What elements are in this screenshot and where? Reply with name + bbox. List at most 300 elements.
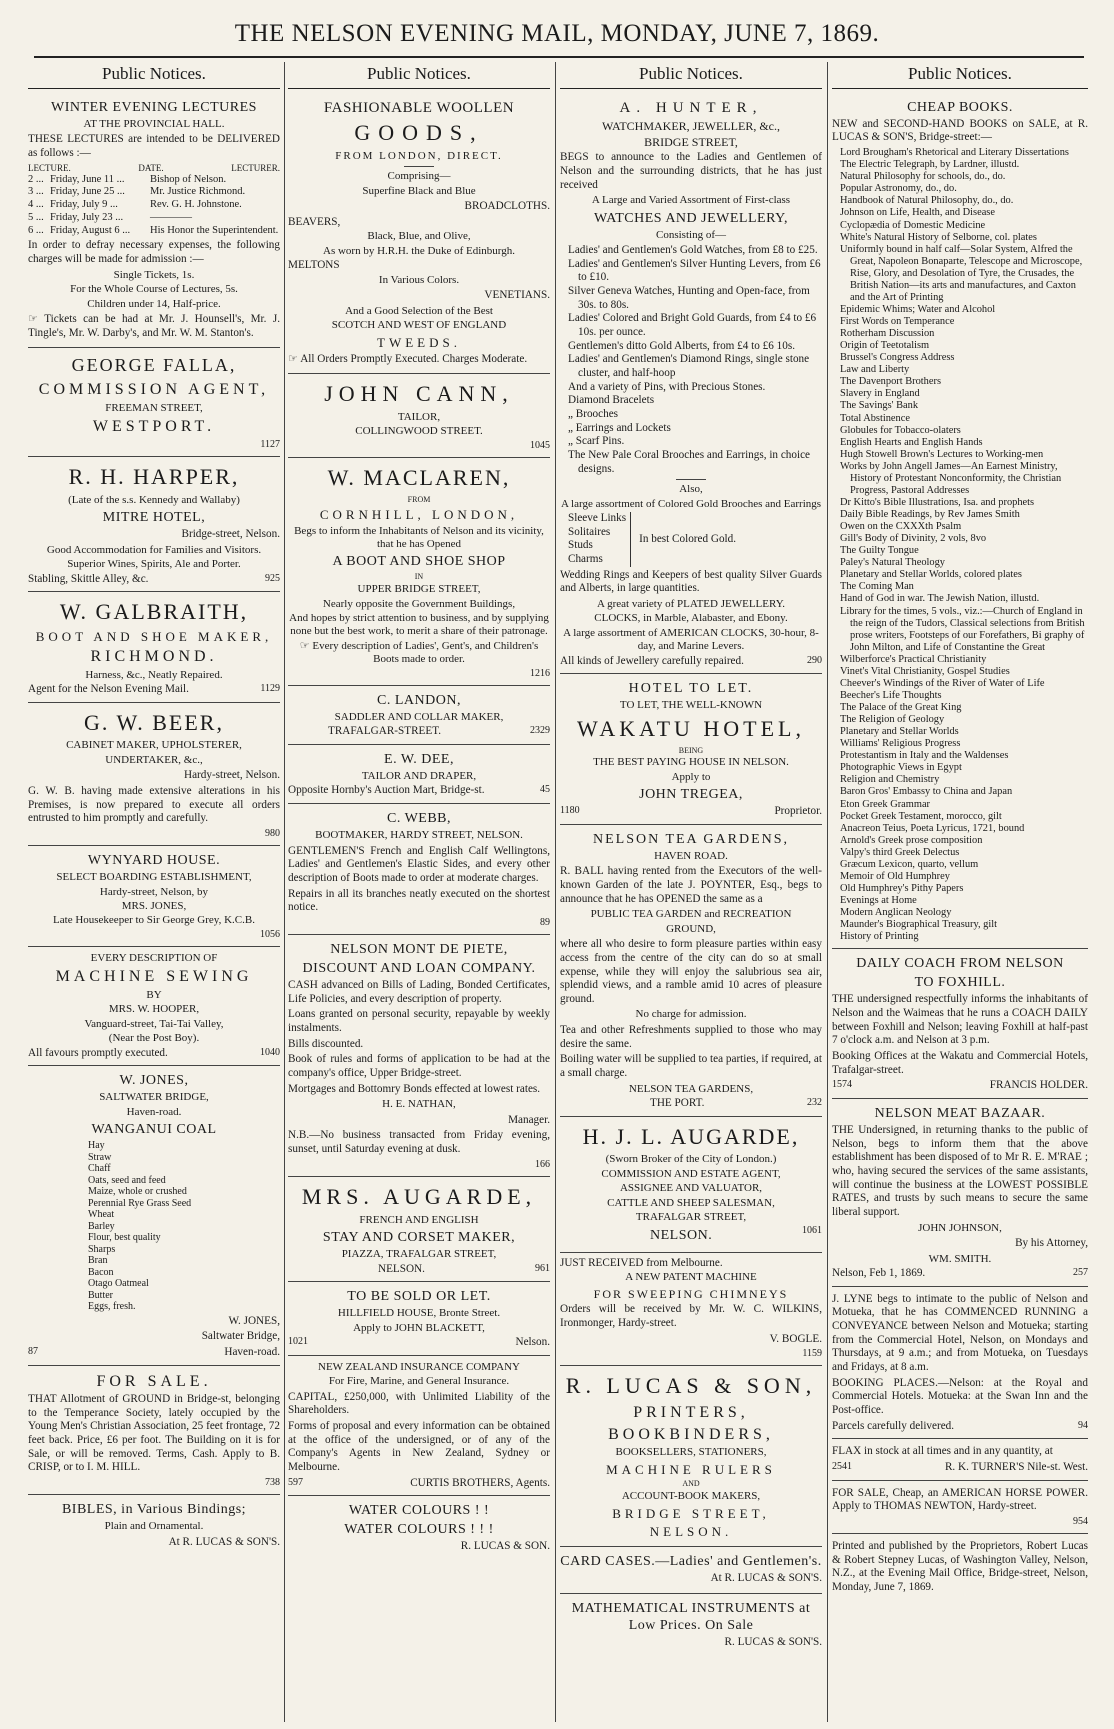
ad-signature: Haven-road.: [224, 1345, 280, 1358]
ad-footer: [832, 1420, 1088, 1434]
ad-line: MRS. JONES,: [121, 899, 187, 912]
ad-for-sale: [28, 1366, 280, 1496]
ad-signature: V. BOGLE.: [769, 1332, 822, 1345]
list-item: Cheever's Windings of the River of Water of Life: [840, 677, 1045, 689]
book-list: [840, 147, 1088, 943]
list-item: Straw: [88, 1151, 112, 1163]
ad-line: FROM: [407, 494, 431, 504]
list-item: The Guilty Tongue: [840, 545, 919, 557]
ad-signature: JOHN JOHNSON,: [918, 1221, 1002, 1234]
ad-title: NELSON MONT DE PIETE,: [330, 942, 508, 958]
divider: [676, 479, 706, 480]
ad-text: BOOKING PLACES.—Nelson: at the Royal and Commercial Hotels. Motueka: at the Swan Inn and the Post-office.: [832, 1376, 1088, 1417]
ad-line: Agent for the Nelson Evening Mail.: [28, 682, 189, 695]
ad-title: NEW ZEALAND INSURANCE COMPANY: [318, 1360, 520, 1373]
ad-footer: [288, 1336, 550, 1350]
ad-line: R. LUCAS & SON'S.: [724, 1636, 822, 1649]
imprint: [832, 1534, 1088, 1602]
ad-date: Nelson, Feb 1, 1869.: [832, 1267, 926, 1280]
ad-title: HOTEL TO LET.: [628, 681, 754, 697]
ad-number: 925: [265, 572, 280, 584]
ad-line: As worn by H.R.H. the Duke of Edinburgh.: [323, 244, 515, 257]
ad-line: R. LUCAS & SON.: [460, 1540, 550, 1553]
imprint-text: Printed and published by the Proprietors, Robert Lucas & Robert Stepney Lucas, of Washington Valley, Nelson, N.Z., at the Evening Mail Office, Bridge-street, Nelson, Monday, June 7, 1869.: [832, 1540, 1088, 1594]
list-item: Maunder's Biographical Treasury, gilt: [840, 919, 998, 931]
ad-number: 1061: [802, 1225, 822, 1237]
ad-footer: [560, 1225, 822, 1246]
ad-number: 45: [540, 784, 550, 796]
list-item: Hay: [88, 1140, 105, 1152]
ad-line: NELSON.: [378, 1262, 425, 1275]
ad-line: Plain and Ornamental.: [104, 1520, 204, 1533]
ad-line: All favours promptly executed.: [28, 1046, 168, 1059]
column-header: Public Notices.: [28, 62, 280, 89]
ad-lectures: [28, 93, 280, 349]
ad-harper: [28, 457, 280, 592]
ad-text: Bills discounted.: [288, 1037, 364, 1050]
list-item: Græcum Lexicon, quarto, vellum: [840, 858, 979, 870]
ad-title: NELSON TEA GARDENS,: [592, 831, 790, 847]
list-item: English Hearts and English Hands: [840, 436, 983, 448]
ad-number: 87: [28, 1345, 38, 1357]
list-item: Brussel's Congress Address: [840, 352, 955, 364]
table-cell: 4 ...: [28, 199, 44, 211]
ad-signature: NELSON TEA GARDENS,: [628, 1082, 754, 1095]
ad-line: (Near the Post Boy).: [108, 1032, 200, 1045]
ad-line: Begs to inform the Inhabitants of Nelson and its vicinity, that he has Opened: [294, 524, 544, 550]
ad-maclaren: [288, 458, 550, 686]
ad-text: R. BALL having rented from the Executors of the well-known Garden of the late J. POYNTER, Esq., begs to announce that he has OPENED the same as a: [560, 865, 822, 905]
ad-cheap-books: [832, 93, 1088, 950]
ad-line: JUST RECEIVED from Melbourne.: [560, 1256, 723, 1269]
ad-to-be-sold: [288, 1282, 550, 1356]
goods-list: [88, 1140, 280, 1313]
ad-role: WATCHMAKER, JEWELLER, &c.,: [602, 119, 780, 134]
column-divider: [555, 62, 556, 1722]
ad-line: BOOKBINDERS,: [608, 1425, 774, 1443]
list-item: Ladies' Colored and Bright Gold Guards, from £4 to £6 10s. per ounce.: [568, 312, 817, 339]
ad-line: Vanguard-street, Tai-Tai Valley,: [84, 1017, 224, 1030]
ad-line: For Fire, Marine, and General Insurance.: [328, 1375, 510, 1388]
ad-number: 1127: [260, 438, 280, 450]
list-item: Studs: [568, 539, 593, 552]
ad-line: Consisting of—: [656, 228, 726, 241]
ad-text: FLAX in stock at all times and in any quantity, at: [832, 1445, 1053, 1458]
list-item: Dr Kitto's Bible Illustrations, Isa. and prophets: [840, 496, 1035, 508]
list-item: Natural Philosophy for schools, do., do.: [840, 171, 1006, 183]
list-item: The Savings' Bank: [840, 400, 919, 412]
ad-text: THE Undersigned, in returning thanks to the public of Nelson, begs to inform them that the above establishment has been disposed of to Mr R. E. M'RAE ; who, having secured the services of the same assistants, will continue the business at the LOWEST POSSIBLE RATES, and trusts by such means to secure the same liberal support.: [832, 1124, 1088, 1219]
list-item: The Religion of Geology: [840, 714, 945, 726]
ad-signature: WM. SMITH.: [928, 1252, 992, 1265]
ad-text: NEW and SECOND-HAND BOOKS on SALE, at R. LUCAS & SON'S, Bridge-street:—: [832, 117, 1088, 144]
ad-signature: CURTIS BROTHERS, Agents.: [410, 1476, 550, 1489]
ad-line: A NEW PATENT MACHINE: [625, 1271, 757, 1284]
ad-number: 738: [265, 1477, 280, 1489]
ad-title: TO FOXHILL.: [914, 975, 1006, 991]
ad-town: WESTPORT.: [92, 418, 216, 436]
ad-line: A great variety of PLATED JEWELLERY.: [597, 598, 785, 611]
ad-text: Forms of proposal and every information can be obtained at the office of the undersigned, or of any of the Company's Agents in New Zealand, Sydney or Melbourne.: [288, 1420, 550, 1473]
ad-text: Repairs in all its branches neatly executed on the shortest notice.: [288, 887, 550, 914]
ad-role: TAILOR,: [397, 411, 441, 424]
ad-text: Wedding Rings and Keepers of best quality Silver Guards and Alberts, in large quantities.: [560, 568, 822, 595]
ad-role: TAILOR AND DRAPER,: [361, 770, 477, 782]
ad-line: TO LET, THE WELL-KNOWN: [619, 699, 763, 712]
list-item: Diamond Bracelets: [568, 394, 655, 407]
ad-text: GENTLEMEN'S French and English Calf Wellingtons, Ladies' and Gentlemen's Elastic Sides, and every other description of Boots made to order at moderate charges.: [288, 844, 550, 884]
ad-line: No charge for admission.: [635, 1008, 747, 1021]
ad-signature: R. K. TURNER'S Nile-st. West.: [944, 1461, 1088, 1474]
list-item: Ladies' and Gentlemen's Silver Hunting Levers, from £6 to £10.: [568, 257, 821, 284]
ad-chimney-sweeping: [560, 1253, 822, 1367]
ad-line: In Various Colors.: [378, 273, 460, 286]
ad-line: Children under 14, Half-price.: [87, 297, 221, 310]
ad-lucas-printers: [560, 1366, 822, 1547]
list-item: Origin of Teetotalism: [840, 340, 930, 352]
ad-line: CATTLE AND SHEEP SALESMAN,: [607, 1196, 775, 1209]
ad-line: SALTWATER BRIDGE,: [99, 1091, 209, 1104]
ad-role: BOOT AND SHOE MAKER,: [35, 629, 273, 645]
list-item: Cyclopædia of Domestic Medicine: [840, 219, 986, 231]
ad-title: MACHINE SEWING: [55, 968, 253, 986]
list-item: Anacreon Teius, Poeta Lyricus, 1721, bound: [840, 822, 1025, 834]
ad-line: A large assortment of Colored Gold Brooches and Earrings: [560, 497, 822, 510]
ad-line: VENETIANS.: [484, 289, 550, 302]
ad-title: GEORGE FALLA,: [71, 355, 237, 376]
list-item: Solitaires: [568, 525, 611, 538]
table-cell: Friday, June 25 ...: [50, 186, 125, 198]
ad-signature: FRANCIS HOLDER.: [989, 1079, 1088, 1092]
list-item: Planetary and Stellar Worlds, colored plates: [840, 569, 1022, 581]
ad-street: COLLINGWOOD STREET.: [355, 425, 483, 438]
ad-line: CORNHILL, LONDON,: [319, 506, 519, 522]
ad-footer: [288, 784, 550, 798]
list-item: Flour, best quality: [88, 1232, 161, 1244]
list-item: Eggs, fresh.: [88, 1301, 136, 1313]
list-item: Maize, whole or crushed: [88, 1186, 187, 1198]
ad-line: PUBLIC TEA GARDEN and RECREATION: [590, 908, 792, 921]
ad-footer: [560, 1097, 822, 1111]
list-item: Eton Greek Grammar: [840, 798, 931, 810]
ad-water-colours: [288, 1496, 550, 1561]
ad-line: Nelson.: [515, 1336, 550, 1349]
ad-line: HILLFIELD HOUSE, Bronte Street.: [337, 1307, 501, 1320]
ad-text: Mortgages and Bottomry Bonds effected at lowest rates.: [288, 1082, 541, 1095]
ad-title: W. GALBRAITH,: [59, 599, 249, 625]
ad-lyne-conveyance: [832, 1287, 1088, 1440]
ad-line: Single Tickets, 1s.: [113, 268, 195, 281]
ad-number: 1129: [260, 682, 280, 694]
ad-line: SCOTCH AND WEST OF ENGLAND: [331, 319, 507, 332]
ad-number: 1040: [260, 1046, 280, 1058]
list-item: Williams' Religious Progress: [840, 738, 961, 750]
column-3: [560, 62, 822, 1722]
ad-number: 1180: [560, 805, 580, 817]
ad-text: Loans granted on personal security, repayable by weekly instalments.: [288, 1008, 550, 1035]
ad-line: SELECT BOARDING ESTABLISHMENT,: [56, 871, 252, 884]
list-item: Charms: [568, 553, 603, 566]
list-item: The Electric Telegraph, by Lardner, illustd.: [840, 159, 1020, 171]
ad-line: Apply to JOHN BLACKETT,: [353, 1321, 485, 1334]
ad-line: PIAZZA, TRAFALGAR STREET,: [341, 1248, 497, 1261]
gold-items: [560, 512, 822, 567]
ad-text: ☞ Tickets can be had at Mr. J. Hounsell's, Mr. J. Tingle's, Mr. W. Darby's, and Mr. W. M. Stanton's.: [28, 313, 280, 339]
ad-cann: [288, 374, 550, 458]
ad-line: FRENCH AND ENGLISH: [359, 1213, 479, 1226]
ad-line: EVERY DESCRIPTION OF: [90, 951, 218, 964]
ad-line: Also,: [679, 483, 703, 496]
ad-line: In best Colored Gold.: [639, 532, 737, 545]
ad-title: WATER COLOURS ! ! !: [344, 1522, 494, 1538]
ad-signature: By his Attorney,: [1015, 1237, 1088, 1250]
ad-title: C. WEBB,: [386, 811, 452, 827]
ad-wynyard: [28, 846, 280, 947]
ad-text: THESE LECTURES are intended to be DELIVERED as follows :—: [28, 133, 280, 159]
ad-line: BEING: [678, 745, 704, 755]
ad-line: At R. LUCAS & SON'S.: [710, 1572, 822, 1585]
ad-line: Good Accommodation for Families and Visitors.: [46, 543, 262, 556]
ad-role: BOOTMAKER, HARDY STREET, NELSON.: [315, 829, 523, 842]
ad-beer: [28, 703, 280, 846]
col-label: DATE.: [138, 162, 164, 173]
table-cell: Bishop of Nelson.: [150, 173, 227, 185]
ad-title: MATHEMATICAL INSTRUMENTS at Low Prices. On Sale: [571, 1601, 811, 1634]
ad-title: MRS. AUGARDE,: [301, 1183, 537, 1209]
ad-title: W. JONES,: [119, 1073, 189, 1089]
ad-line: And a Good Selection of the Best: [345, 304, 493, 317]
ad-footer: [288, 725, 550, 739]
ad-number: 1021: [288, 1336, 308, 1348]
ad-line: Late Housekeeper to Sir George Grey, K.C.B.: [53, 914, 255, 927]
ad-webb: [288, 804, 550, 935]
ad-line: And hopes by strict attention to business, and by supplying none but the best work, to merit a share of their patronage.: [289, 611, 549, 638]
ad-line: THE BEST PAYING HOUSE IN NELSON.: [593, 756, 789, 769]
ad-number: 2329: [530, 725, 550, 737]
list-item: Perennial Rye Grass Seed: [88, 1197, 192, 1209]
ad-number: 89: [540, 916, 550, 928]
list-item: Law and Liberty: [840, 364, 910, 376]
ad-signature: H. E. NATHAN,: [382, 1098, 456, 1111]
ad-line: Proprietor.: [774, 805, 822, 818]
ad-line: TRAFALGAR STREET,: [635, 1211, 747, 1224]
list-item: Photographic Views in Egypt: [840, 762, 962, 774]
ad-mont-de-piete: [288, 935, 550, 1177]
ad-street: Opposite Hornby's Auction Mart, Bridge-st.: [288, 784, 485, 797]
ad-title: A. HUNTER,: [619, 99, 763, 116]
ad-hotel: MITRE HOTEL,: [102, 510, 206, 526]
list-item: Ladies' and Gentlemen's Gold Watches, from £8 to £25.: [568, 244, 818, 257]
ad-title: DISCOUNT AND LOAN COMPANY.: [302, 961, 536, 977]
ad-number: 980: [265, 827, 280, 839]
ad-footer: [28, 1047, 280, 1061]
table-cell: Friday, June 11 ...: [50, 173, 125, 185]
list-item: Planetary and Stellar Worlds: [840, 726, 959, 738]
ad-line: BEAVERS,: [288, 215, 341, 228]
divider: [404, 166, 434, 167]
ad-number: 954: [1073, 1515, 1088, 1527]
table-cell: 6 ...: [28, 224, 44, 236]
ad-dee: [288, 745, 550, 804]
ad-line: NELSON.: [650, 1228, 713, 1244]
ad-landon: [288, 686, 550, 745]
ad-role: COMMISSION AGENT,: [38, 381, 270, 399]
ad-line: ACCOUNT-BOOK MAKERS,: [621, 1490, 761, 1503]
list-item: Rotherham Discussion: [840, 328, 935, 340]
ad-title: H. J. L. AUGARDE,: [582, 1123, 800, 1149]
ad-text: G. W. B. having made extensive alterations in his Premises, is now prepared to execute all orders entrusted to him promptly and carefully.: [28, 784, 280, 825]
ad-line: Apply to: [671, 770, 711, 783]
ad-title: DAILY COACH FROM NELSON: [856, 956, 1064, 972]
ad-card-cases: [560, 1547, 822, 1594]
ad-insurance: [288, 1356, 550, 1496]
ad-line: TWEEDS.: [377, 334, 461, 350]
list-item: „ Scarf Pins.: [568, 435, 625, 448]
ad-street: Hardy-street, Nelson.: [184, 769, 280, 782]
ad-street: BRIDGE STREET,: [644, 134, 738, 149]
ad-line: ☞ Every description of Ladies', Gent's, and Children's Boots made to order.: [299, 639, 539, 666]
ad-number: 597: [288, 1476, 303, 1488]
ad-street: TRAFALGAR-STREET.: [328, 725, 442, 738]
list-item: Oats, seed and feed: [88, 1174, 166, 1186]
list-item: Slavery in England: [840, 388, 920, 400]
list-item: Daily Bible Readings, by Rev James Smith: [840, 509, 1020, 520]
ad-galbraith: [28, 592, 280, 702]
ad-role: UNDERTAKER, &c.,: [105, 753, 203, 766]
ad-text: THE undersigned respectfully informs the inhabitants of Nelson and the Waimeas that he runs a COACH DAILY between Foxhill and Nelson; leaving Foxhill at half-past 7 o'clock a.m. and Nelson at 3 p.m.: [832, 993, 1088, 1047]
list-item: Owen on the CXXXth Psalm: [840, 521, 962, 533]
ad-footer: [560, 655, 822, 669]
ad-text: N.B.—No business transacted from Friday evening, sunset, until Saturday evening at dusk.: [288, 1129, 550, 1156]
table-cell: Rev. G. H. Johnstone.: [150, 199, 242, 211]
ad-line: FROM LONDON, DIRECT.: [335, 149, 503, 162]
ad-line: Stabling, Skittle Alley, &c.: [28, 572, 149, 585]
list-item: And a variety of Pins, with Precious Stones.: [568, 380, 766, 393]
ad-text: Book of rules and forms of application to be had at the company's office, Upper Bridge-street.: [288, 1053, 550, 1080]
ad-role: SADDLER AND COLLAR MAKER,: [334, 710, 504, 723]
ad-line: WATCHES AND JEWELLERY,: [594, 210, 788, 226]
ad-number: 1216: [530, 667, 550, 679]
ad-subtitle: HAVEN ROAD.: [654, 850, 728, 863]
list-item: Memoir of Old Humphrey: [840, 870, 950, 882]
ad-footer: [560, 805, 822, 819]
ad-line: (Late of the s.s. Kennedy and Wallaby): [68, 493, 240, 506]
ad-mathematical-instruments: [560, 1594, 822, 1657]
table-cell: 3 ...: [28, 186, 44, 198]
ad-line: All kinds of Jewellery carefully repaired.: [560, 654, 744, 667]
ad-line: BY: [146, 988, 162, 1001]
list-item: Valpy's third Greek Delectus: [840, 846, 960, 858]
list-item: Religion and Chemistry: [840, 774, 940, 786]
ad-title: WYNYARD HOUSE.: [87, 853, 221, 869]
top-rule: [34, 56, 1084, 58]
ad-subtitle: AT THE PROVINCIAL HALL.: [83, 117, 225, 130]
ad-flax: [832, 1439, 1088, 1480]
ad-number: 2541: [832, 1461, 852, 1473]
ad-number: 1056: [260, 928, 280, 940]
ad-text: FOR SALE, Cheap, an AMERICAN HORSE POWER. Apply to THOMAS NEWTON, Hardy-street.: [832, 1486, 1088, 1513]
ad-title: TO BE SOLD OR LET.: [347, 1289, 491, 1305]
list-item: Bacon: [88, 1266, 114, 1278]
ad-bibles: [28, 1495, 280, 1556]
column-header: Public Notices.: [288, 62, 550, 89]
ad-falla: [28, 348, 280, 457]
ad-title: GOODS,: [354, 120, 484, 146]
ad-subtitle: WANGANUI COAL: [91, 1122, 217, 1138]
masthead: THE NELSON EVENING MAIL, MONDAY, JUNE 7, 1869.: [234, 20, 880, 47]
ad-title: NELSON MEAT BAZAAR.: [874, 1106, 1046, 1121]
col-label: LECTURER.: [231, 162, 280, 173]
ad-line: BROADCLOTHS.: [464, 200, 550, 213]
ad-daily-coach: [832, 949, 1088, 1099]
watch-list: [568, 244, 822, 476]
ad-footer: [28, 683, 280, 697]
ad-line: At R. LUCAS & SON'S.: [168, 1535, 280, 1548]
ad-text: Orders will be received by Mr. W. C. WILKINS, Ironmonger, Hardy-street.: [560, 1303, 822, 1329]
ad-line: CLOCKS, in Marble, Alabaster, and Ebony.: [594, 612, 788, 625]
ad-line: PRINTERS,: [633, 1404, 749, 1422]
ad-line: Nearly opposite the Government Buildings,: [322, 597, 516, 610]
list-item: Evenings at Home: [840, 895, 917, 906]
ad-line: Parcels carefully delivered.: [832, 1419, 955, 1432]
ad-hooper: [28, 947, 280, 1066]
ad-hjl-augarde: [560, 1117, 822, 1253]
table-cell: Friday, August 6 ...: [50, 224, 131, 236]
ad-line: Superior Wines, Spirits, Ale and Porter.: [67, 558, 241, 571]
list-item: White's Natural History of Selborne, col. plates: [840, 231, 1037, 243]
ad-line: Comprising—: [387, 170, 451, 183]
ad-line: Haven-road.: [126, 1105, 182, 1118]
ad-line: STAY AND CORSET MAKER,: [322, 1230, 516, 1246]
ad-text: where all who desire to form pleasure parties within easy access from the centre of the city can do so at small expense, while they will enjoy the salubrious sea air, splendid views, and a ramble amid 10 acres of pleasure ground.: [560, 938, 822, 1005]
ad-number: 961: [535, 1262, 550, 1274]
ad-line: Harness, &c., Neatly Repaired.: [85, 668, 223, 681]
list-item: Otago Oatmeal: [88, 1278, 149, 1290]
list-item: Barley: [88, 1220, 115, 1232]
table-cell: His Honor the Superintendent.: [150, 224, 279, 236]
table-header: [28, 163, 280, 174]
ad-line: For the Whole Course of Lectures, 5s.: [70, 283, 238, 296]
ad-title: WATER COLOURS ! !: [348, 1503, 490, 1519]
ad-line: Superfine Black and Blue: [362, 184, 476, 197]
ad-text: BEGS to announce to the Ladies and Gentlemen of Nelson and the surrounding districts, that he has just received: [560, 151, 822, 191]
list-item: Johnson on Life, Health, and Disease: [840, 207, 995, 219]
ad-text: J. LYNE begs to intimate to the public of Nelson and Motueka, that he has COMMENCED RUNNING a CONVEYANCE between Nelson and Motueka; starting from the Commercial Hotel, Nelson, on Mondays and Thursdays, at 9 a.m.; and from Motueka, on Tuesdays and Fridays, at 8 a.m.: [832, 1292, 1088, 1374]
table-cell: 2 ...: [28, 173, 44, 185]
list-item: Library for the times, 5 vols., viz.:—Church of England in the reign of the Tudors, Classical selections from British prose writers, Footsteps of our Forefathers, Bi graphy of John Milton, and Life of Constantine the Great: [840, 605, 1085, 653]
list-item: Sharps: [88, 1243, 116, 1255]
list-item: Butter: [88, 1289, 113, 1301]
ad-text: CAPITAL, £250,000, with Unlimited Liability of the Shareholders.: [288, 1390, 550, 1417]
ad-hotel-to-let: [560, 674, 822, 825]
ad-line: A BOOT AND SHOE SHOP: [332, 554, 506, 570]
list-item: The New Pale Coral Brooches and Earrings, in choice designs.: [568, 448, 811, 475]
list-item: Wheat: [88, 1209, 115, 1221]
list-item: Epidemic Whims; Water and Alcohol: [840, 303, 996, 315]
list-item: Ladies' and Gentlemen's Diamond Rings, single stone cluster, and half-hoop: [568, 353, 810, 380]
list-item: Hugh Stowell Brown's Lectures to Working-men: [840, 448, 1044, 460]
ad-footer: [288, 1263, 550, 1277]
ad-woollen-goods: [288, 93, 550, 375]
list-item: Arnold's Greek prose composition: [840, 834, 983, 846]
ad-line: A large assortment of AMERICAN CLOCKS, 30-hour, 8-day, and Marine Levers.: [563, 626, 819, 653]
list-item: Gill's Body of Divinity, 2 vols, 8vo: [840, 533, 987, 545]
ad-line: MRS. W. HOOPER,: [108, 1003, 200, 1016]
ad-number: 166: [535, 1158, 550, 1170]
list-item: Globules for Tobacco-olaters: [840, 424, 961, 436]
list-item: The Palace of the Great King: [840, 702, 962, 713]
ad-line: ASSIGNEE AND VALUATOR,: [619, 1182, 763, 1195]
